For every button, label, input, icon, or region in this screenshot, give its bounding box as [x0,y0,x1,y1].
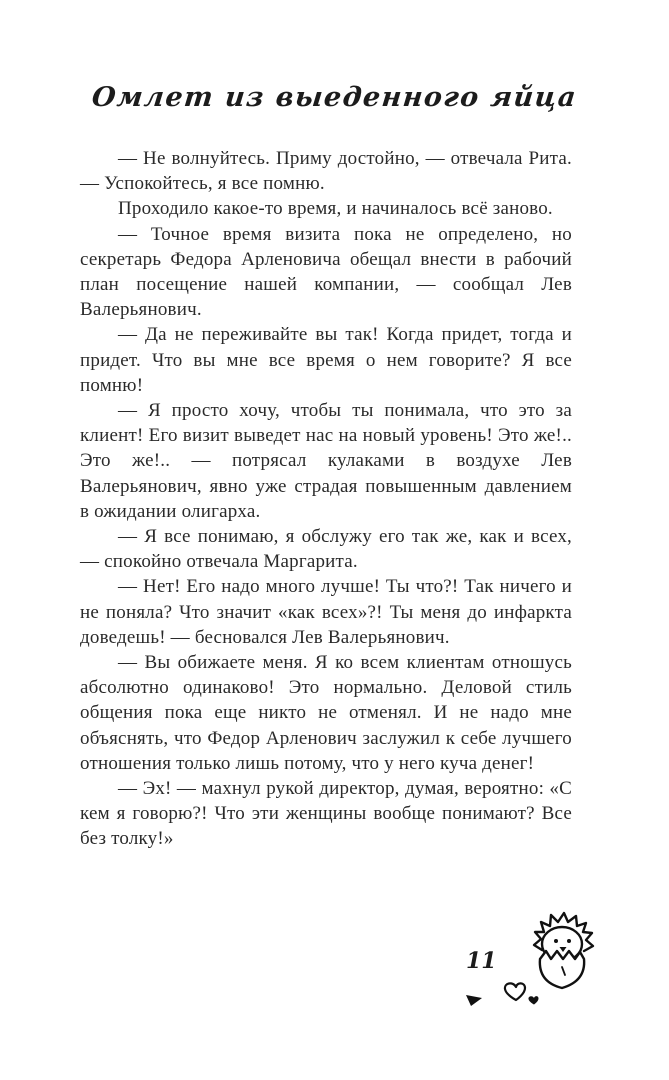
triangle-doodle-icon [466,995,482,1006]
paragraph: Проходило какое-то время, и начиналось всё заново. [118,198,553,220]
page-number: 11 [466,948,497,974]
paragraph: — Точное время визита пока не определено, но секретарь Федора Арленовича обещал внести в рабочий план посещение нашей компании, — сообщал Лев Валерьянович. [80,223,572,321]
chick-in-egg-illustration [450,903,610,1013]
body-text [80,146,572,852]
heart-icon [505,983,525,1000]
chapter-header-title: Омлет из выеденного яйца [90,82,579,113]
small-heart-icon [528,996,538,1004]
paragraph: — Я просто хочу, чтобы ты понимала, что это за клиент! Его визит выведет нас на новый уровень! Это же!.. Это же!.. — потрясал кулаками в воздухе Лев Валерьянович, явно уже страдая повышенным давлением в ожидании олигарха. [80,400,572,522]
paragraph: — Нет! Его надо много лучше! Ты что?! Так ничего и не поняла? Что значит «как всех»?! Ты меня до инфаркта доведешь! — бесновался Лев Валерьянович. [80,576,572,648]
chick-in-egg-icon [450,903,610,1013]
paragraph: — Я все понимаю, я обслужу его так же, как и всех, — спокойно отвечала Маргарита. [80,526,572,573]
paragraph: — Вы обижаете меня. Я ко всем клиентам отношусь абсолютно одинаково! Это нормально. Деловой стиль общения пока еще никто не отменял. И не надо мне объяснять, что Федор Арленович заслужил к себе лучшего отношения только лишь потому, что у него куча денег! [80,652,572,774]
paragraph: — Не волнуйтесь. Приму достойно, — отвечала Рита. — Успокойтесь, я все помню. [80,148,572,195]
left-eye-icon [554,939,558,943]
paragraph: — Да не переживайте вы так! Когда придет, тогда и придет. Что вы мне все время о нем говорите? Я все помню! [80,324,572,396]
paragraph: — Эх! — махнул рукой директор, думая, вероятно: «С кем я говорю?! Что эти женщины вообще понимают? Все без толку!» [80,778,572,850]
right-eye-icon [567,939,571,943]
